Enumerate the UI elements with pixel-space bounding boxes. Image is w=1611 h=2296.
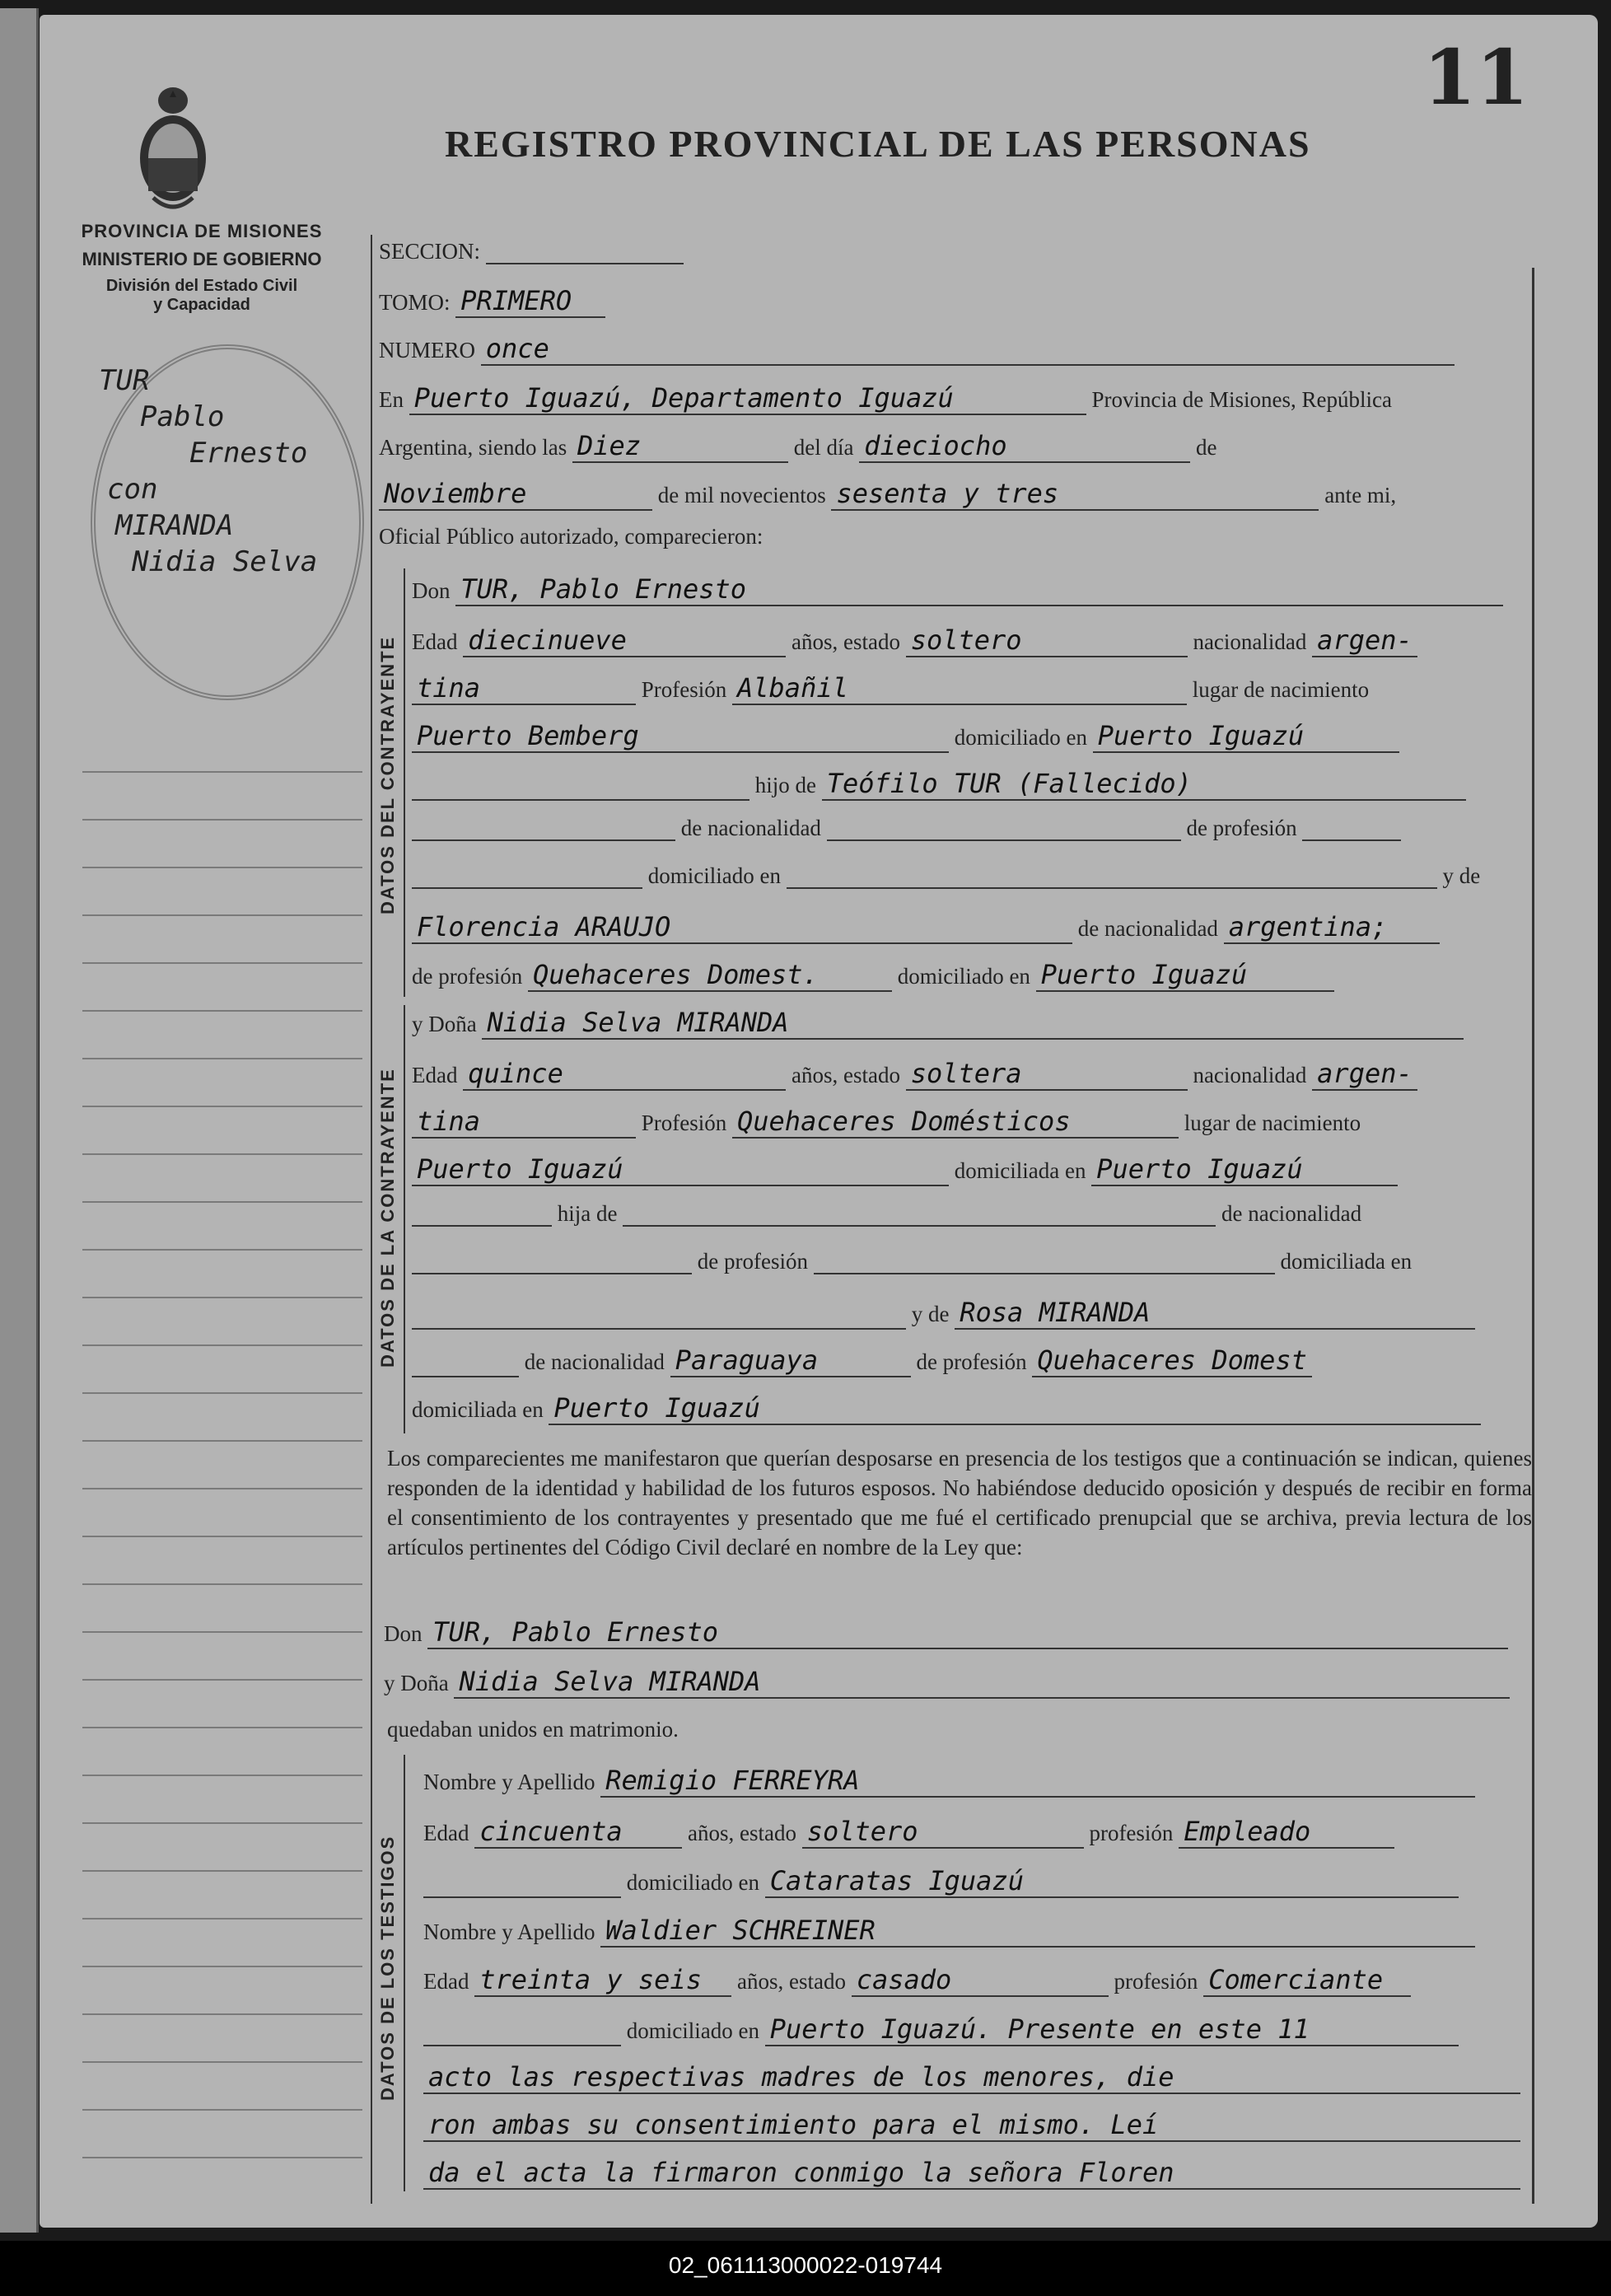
domiciliado-label: domiciliado en <box>626 1870 759 1895</box>
nacionalidad-label: nacionalidad <box>1193 629 1307 654</box>
page-number: 11 <box>1422 33 1529 122</box>
declaration-text: Los comparecientes me manifestaron que querían desposarse en presencia de los testigos que a continuación se indican, quienes responden de la identidad y habilidad de los futuros esposos. No habiéndose deducido oposición y después de recibir en forma el consentimiento de los contrayentes y presentado que me fué el certificado prenupcial que se archiva, previa lectura de los artículos pertinentes del Código Civil declaré en nombre de la Ley que: <box>387 1446 1532 1560</box>
tomo-value: PRIMERO <box>455 285 605 318</box>
bride-name: Nidia Selva MIRANDA <box>482 1007 1464 1040</box>
left-page-edge <box>0 8 39 2233</box>
bride-mother-domicile: Puerto Iguazú <box>549 1392 1481 1425</box>
note-text: acto las respectivas madres de los menores, die <box>423 2061 1520 2094</box>
bride-domicile: Puerto Iguazú <box>1091 1153 1398 1186</box>
margin-note-line: MIRANDA <box>115 509 234 542</box>
division-label: División del Estado Civil <box>105 277 298 295</box>
groom-prof-row <box>412 672 1369 705</box>
domiciliada-label: domiciliada en <box>1280 1249 1413 1274</box>
del-dia-label: del día <box>793 435 854 460</box>
union-bride-row <box>384 1666 1510 1699</box>
groom-father-row <box>412 768 1466 801</box>
witness-1-estado: soltero <box>802 1816 1084 1849</box>
bride-age: quince <box>463 1058 786 1091</box>
blank-line <box>412 1225 552 1227</box>
witness-2-name: Waldier SCHREINER <box>600 1915 1475 1948</box>
margin-note-line: Nidia Selva <box>132 545 318 578</box>
groom-father-nat-row <box>412 816 1401 841</box>
tomo-label: TOMO: <box>379 290 451 315</box>
argentina-text: Argentina, siendo las <box>379 435 567 460</box>
blank-line <box>814 1273 1275 1274</box>
edad-label: Edad <box>423 1969 469 1994</box>
groom-mother-nationality: argentina; <box>1224 911 1440 944</box>
blank-line <box>412 1376 519 1377</box>
y-de-label: y de <box>911 1302 950 1326</box>
witness-2-estado: casado <box>852 1964 1109 1997</box>
witness-2-profession: Comerciante <box>1203 1964 1411 1997</box>
groom-mother: Florencia ARAUJO <box>412 911 1072 944</box>
witness-1-age-row <box>423 1816 1394 1849</box>
note-line-3 <box>423 2157 1520 2190</box>
witness-bracket <box>404 1755 405 2191</box>
note-line-1 <box>423 2061 1520 2094</box>
blank-line <box>412 1328 906 1330</box>
bride-mother-profession: Quehaceres Domest <box>1032 1344 1312 1377</box>
office-header <box>49 221 354 315</box>
bride-mother-nat-row <box>412 1344 1312 1377</box>
seccion-value <box>486 263 684 264</box>
seccion-row <box>379 239 684 264</box>
bride-age-row <box>412 1058 1417 1091</box>
bride-birth-row <box>412 1153 1398 1186</box>
tomo-row <box>379 285 605 318</box>
de-profesion-label: de profesión <box>1186 816 1297 840</box>
y-dona-label: y Doña <box>384 1671 449 1695</box>
numero-label: NUMERO <box>379 338 476 362</box>
witness-2-domicile: Puerto Iguazú. Presente en este 11 <box>765 2013 1459 2046</box>
estado-label: años, estado <box>736 1969 846 1994</box>
de-nacionalidad-label: de nacionalidad <box>680 816 821 840</box>
estado-label: años, estado <box>791 629 900 654</box>
ministry-label: MINISTERIO DE GOBIERNO <box>82 249 322 269</box>
bride-mother: Rosa MIRANDA <box>955 1297 1475 1330</box>
witness-section-label: DATOS DE LOS TESTIGOS <box>377 1835 398 2101</box>
union-groom: TUR, Pablo Ernesto <box>427 1616 1508 1649</box>
intro-line-4: Oficial Público autorizado, comparecieron: <box>379 524 763 549</box>
province-text: Provincia de Misiones, República <box>1091 387 1392 412</box>
image-id: 02_061113000022-019744 <box>668 2252 943 2278</box>
groom-name: TUR, Pablo Ernesto <box>455 573 1503 606</box>
profesion-label: profesión <box>1114 1969 1198 1994</box>
blank-line <box>827 839 1181 841</box>
bride-father-row <box>412 1201 1361 1227</box>
intro-line-3 <box>379 478 1396 511</box>
nacionalidad-label: nacionalidad <box>1193 1063 1307 1087</box>
bride-estado: soltera <box>906 1058 1188 1091</box>
witness-1-dom-row <box>423 1865 1459 1898</box>
blank-line <box>787 887 1437 889</box>
blank-line <box>423 1896 621 1898</box>
bride-bracket <box>404 1005 405 1433</box>
domiciliado-label: domiciliado en <box>626 2018 759 2043</box>
y-dona-label: y Doña <box>412 1012 477 1036</box>
groom-domicile: Puerto Iguazú <box>1093 720 1399 753</box>
union-bride: Nidia Selva MIRANDA <box>454 1666 1510 1699</box>
groom-birth-row <box>412 720 1399 753</box>
witness-2-dom-row <box>423 2013 1459 2046</box>
blank-line <box>412 839 675 841</box>
margin-note-line: Pablo <box>140 400 225 433</box>
hour-value: Diez <box>572 430 788 463</box>
lugar-nacimiento-label: lugar de nacimiento <box>1184 1111 1361 1135</box>
form-frame-right <box>1532 268 1534 2204</box>
de-nacionalidad-label: de nacionalidad <box>1077 916 1218 941</box>
blank-line <box>412 1273 692 1274</box>
form-frame-left <box>371 235 372 2204</box>
de-profesion-label: de profesión <box>916 1349 1027 1374</box>
groom-mother-domicile: Puerto Iguazú <box>1036 959 1334 992</box>
domiciliado-label: domiciliado en <box>647 863 781 888</box>
groom-age-row <box>412 624 1417 657</box>
witness-1-name-row <box>423 1765 1475 1798</box>
don-label: Don <box>412 578 451 603</box>
domiciliada-label: domiciliada en <box>954 1158 1086 1183</box>
seccion-label: SECCION: <box>379 239 481 264</box>
de-mil-label: de mil novecientos <box>657 483 826 507</box>
intro-line-2 <box>379 430 1216 463</box>
groom-section-label: DATOS DEL CONTRAYENTE <box>377 635 398 914</box>
note-text: da el acta la firmaron conmigo la señora Floren <box>423 2157 1520 2190</box>
don-label: Don <box>384 1621 423 1646</box>
witness-2-name-row <box>423 1915 1475 1948</box>
coat-of-arms-icon <box>124 82 222 214</box>
groom-name-row <box>412 573 1503 606</box>
hijo-de-label: hijo de <box>754 773 816 797</box>
month-value: Noviembre <box>379 478 652 511</box>
bride-birthplace: Puerto Iguazú <box>412 1153 949 1186</box>
bride-mother-row <box>412 1297 1475 1330</box>
groom-father: Teófilo TUR (Fallecido) <box>822 768 1466 801</box>
margin-note <box>99 362 362 580</box>
groom-father-dom-row <box>412 863 1480 889</box>
lugar-nacimiento-label: lugar de nacimiento <box>1192 677 1370 702</box>
groom-nationality-cont: tina <box>412 672 636 705</box>
bride-father-prof-row <box>412 1249 1412 1274</box>
profesion-label: Profesión <box>641 677 727 702</box>
blank-line <box>412 799 749 801</box>
bride-mother-nationality: Paraguaya <box>670 1344 911 1377</box>
witness-2-age: treinta y seis <box>474 1964 731 1997</box>
groom-age: diecinueve <box>463 624 786 657</box>
domiciliado-label: domiciliado en <box>954 725 1087 750</box>
margin-note-line: Ernesto <box>189 437 308 470</box>
de-nacionalidad-label: de nacionalidad <box>524 1349 665 1374</box>
nombre-label: Nombre y Apellido <box>423 1770 595 1794</box>
blank-line <box>412 887 642 889</box>
ante-mi-label: ante mi, <box>1324 483 1397 507</box>
de-label: de <box>1195 435 1217 460</box>
groom-profession: Albañil <box>732 672 1187 705</box>
blank-line <box>623 1225 1216 1227</box>
note-text: ron ambas su consentimiento para el mismo. Leí <box>423 2109 1520 2142</box>
witness-1-domicile: Cataratas Iguazú <box>765 1865 1459 1898</box>
bride-name-row <box>412 1007 1464 1040</box>
day-value: dieciocho <box>859 430 1190 463</box>
note-line-2 <box>423 2109 1520 2142</box>
domiciliado-label: domiciliado en <box>897 964 1030 989</box>
de-profesion-label: de profesión <box>697 1249 808 1274</box>
margin-ruled-lines <box>82 725 362 2158</box>
edad-label: Edad <box>423 1821 469 1845</box>
year-value: sesenta y tres <box>831 478 1319 511</box>
register-title: REGISTRO PROVINCIAL DE LAS PERSONAS <box>445 123 1311 165</box>
witness-1-name: Remigio FERREYRA <box>600 1765 1475 1798</box>
groom-estado: soltero <box>906 624 1188 657</box>
groom-bracket <box>404 568 405 997</box>
estado-label: años, estado <box>687 1821 796 1845</box>
groom-mother-prof-row <box>412 959 1334 992</box>
blank-line <box>423 2045 621 2046</box>
groom-birthplace: Puerto Bemberg <box>412 720 949 753</box>
bride-nationality: argen- <box>1312 1058 1417 1091</box>
edad-label: Edad <box>412 1063 458 1087</box>
bride-nationality-cont: tina <box>412 1106 636 1139</box>
bride-mother-dom-row <box>412 1392 1481 1425</box>
blank-line <box>1302 839 1401 841</box>
domiciliada-label: domiciliada en <box>412 1397 544 1422</box>
de-nacionalidad-label: de nacionalidad <box>1221 1201 1362 1226</box>
union-groom-row <box>384 1616 1508 1649</box>
division-label-2: y Capacidad <box>153 296 250 314</box>
witness-2-age-row <box>423 1964 1411 1997</box>
groom-nationality: argen- <box>1312 624 1417 657</box>
y-de-label: y de <box>1442 863 1481 888</box>
witness-1-profession: Empleado <box>1179 1816 1394 1849</box>
bride-profession: Quehaceres Domésticos <box>732 1106 1179 1139</box>
profesion-label: profesión <box>1089 1821 1174 1845</box>
en-label: En <box>379 387 404 412</box>
union-closing: quedaban unidos en matrimonio. <box>387 1717 679 1742</box>
province-label: PROVINCIA DE MISIONES <box>81 221 323 241</box>
profesion-label: Profesión <box>641 1111 727 1135</box>
hija-de-label: hija de <box>557 1201 618 1226</box>
estado-label: años, estado <box>791 1063 900 1087</box>
margin-note-line: con <box>107 473 158 506</box>
edad-label: Edad <box>412 629 458 654</box>
margin-note-line: TUR <box>99 364 150 397</box>
groom-mother-row <box>412 911 1440 944</box>
numero-row <box>379 333 1455 366</box>
groom-mother-profession: Quehaceres Domest. <box>528 959 892 992</box>
witness-1-age: cincuenta <box>474 1816 682 1849</box>
bride-prof-row <box>412 1106 1361 1139</box>
de-profesion-label: de profesión <box>412 964 523 989</box>
nombre-label: Nombre y Apellido <box>423 1920 595 1944</box>
place-value: Puerto Iguazú, Departamento Iguazú <box>409 382 1086 415</box>
numero-value: once <box>481 333 1455 366</box>
intro-line-1 <box>379 382 1392 415</box>
bride-section-label: DATOS DE LA CONTRAYENTE <box>377 1068 398 1368</box>
